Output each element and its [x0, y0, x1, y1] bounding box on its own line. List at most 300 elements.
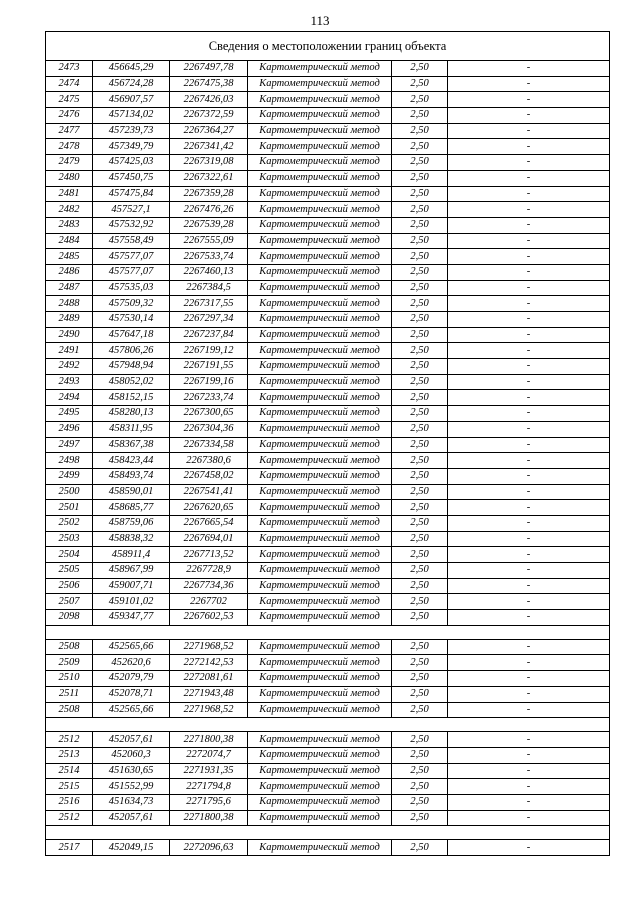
point-number-cell: 2504: [46, 547, 93, 563]
y-coordinate-cell: 2272142,53: [170, 655, 248, 671]
y-coordinate-cell: 2271968,52: [170, 702, 248, 718]
point-number-cell: 2510: [46, 671, 93, 687]
method-cell: Картометрический метод: [248, 563, 392, 579]
x-coordinate-cell: 457527,1: [93, 202, 170, 218]
y-coordinate-cell: 2272081,61: [170, 671, 248, 687]
method-cell: Картометрический метод: [248, 840, 392, 856]
description-cell: -: [448, 92, 610, 108]
method-cell: Картометрический метод: [248, 639, 392, 655]
description-cell: -: [448, 578, 610, 594]
method-cell: Картометрический метод: [248, 747, 392, 763]
x-coordinate-cell: 457134,02: [93, 108, 170, 124]
accuracy-cell: 2,50: [392, 139, 448, 155]
x-coordinate-cell: 458685,77: [93, 500, 170, 516]
accuracy-cell: 2,50: [392, 763, 448, 779]
accuracy-cell: 2,50: [392, 249, 448, 265]
table-row: [46, 312, 610, 328]
method-cell: Картометрический метод: [248, 655, 392, 671]
x-coordinate-cell: 458759,06: [93, 515, 170, 531]
accuracy-cell: 2,50: [392, 123, 448, 139]
table-row: [46, 327, 610, 343]
table-row: [46, 155, 610, 171]
y-coordinate-cell: 2267728,9: [170, 563, 248, 579]
point-number-cell: 2482: [46, 202, 93, 218]
x-coordinate-cell: 457530,14: [93, 312, 170, 328]
y-coordinate-cell: 2267237,84: [170, 327, 248, 343]
y-coordinate-cell: 2271794,8: [170, 779, 248, 795]
accuracy-cell: 2,50: [392, 531, 448, 547]
method-cell: Картометрический метод: [248, 421, 392, 437]
method-cell: Картометрический метод: [248, 217, 392, 233]
table-row: [46, 671, 610, 687]
accuracy-cell: 2,50: [392, 840, 448, 856]
x-coordinate-cell: 458423,44: [93, 453, 170, 469]
table-row: [46, 453, 610, 469]
x-coordinate-cell: 458493,74: [93, 468, 170, 484]
table-row: [46, 810, 610, 826]
description-cell: -: [448, 186, 610, 202]
table-row: [46, 108, 610, 124]
y-coordinate-cell: 2267665,54: [170, 515, 248, 531]
point-number-cell: 2497: [46, 437, 93, 453]
accuracy-cell: 2,50: [392, 578, 448, 594]
description-cell: -: [448, 671, 610, 687]
method-cell: Картометрический метод: [248, 453, 392, 469]
description-cell: -: [448, 170, 610, 186]
x-coordinate-cell: 451630,65: [93, 763, 170, 779]
x-coordinate-cell: 456724,28: [93, 76, 170, 92]
table-row: [46, 547, 610, 563]
description-cell: -: [448, 233, 610, 249]
table-row: [46, 531, 610, 547]
method-cell: Картометрический метод: [248, 374, 392, 390]
group-separator-row: [46, 826, 610, 840]
point-number-cell: 2492: [46, 359, 93, 375]
point-number-cell: 2491: [46, 343, 93, 359]
accuracy-cell: 2,50: [392, 437, 448, 453]
y-coordinate-cell: 2267620,65: [170, 500, 248, 516]
y-coordinate-cell: 2267199,16: [170, 374, 248, 390]
x-coordinate-cell: 452565,66: [93, 702, 170, 718]
y-coordinate-cell: 2267380,6: [170, 453, 248, 469]
accuracy-cell: 2,50: [392, 312, 448, 328]
table-row: [46, 217, 610, 233]
accuracy-cell: 2,50: [392, 374, 448, 390]
method-cell: Картометрический метод: [248, 296, 392, 312]
table-row: [46, 233, 610, 249]
description-cell: -: [448, 61, 610, 77]
description-cell: -: [448, 500, 610, 516]
method-cell: Картометрический метод: [248, 264, 392, 280]
y-coordinate-cell: 2267458,02: [170, 468, 248, 484]
point-number-cell: 2514: [46, 763, 93, 779]
point-number-cell: 2508: [46, 702, 93, 718]
accuracy-cell: 2,50: [392, 747, 448, 763]
description-cell: -: [448, 264, 610, 280]
point-number-cell: 2501: [46, 500, 93, 516]
description-cell: -: [448, 76, 610, 92]
y-coordinate-cell: 2267304,36: [170, 421, 248, 437]
point-number-cell: 2506: [46, 578, 93, 594]
accuracy-cell: 2,50: [392, 686, 448, 702]
y-coordinate-cell: 2272074,7: [170, 747, 248, 763]
table-row: [46, 390, 610, 406]
table-row: [46, 686, 610, 702]
method-cell: Картометрический метод: [248, 794, 392, 810]
x-coordinate-cell: 458967,99: [93, 563, 170, 579]
description-cell: -: [448, 406, 610, 422]
y-coordinate-cell: 2267233,74: [170, 390, 248, 406]
table-row: [46, 732, 610, 748]
method-cell: Картометрический метод: [248, 155, 392, 171]
y-coordinate-cell: 2272096,63: [170, 840, 248, 856]
accuracy-cell: 2,50: [392, 563, 448, 579]
point-number-cell: 2484: [46, 233, 93, 249]
table-row: [46, 61, 610, 77]
table-row: [46, 610, 610, 626]
table-row: [46, 578, 610, 594]
point-number-cell: 2509: [46, 655, 93, 671]
description-cell: -: [448, 686, 610, 702]
table-row: [46, 763, 610, 779]
accuracy-cell: 2,50: [392, 233, 448, 249]
accuracy-cell: 2,50: [392, 108, 448, 124]
x-coordinate-cell: 452057,61: [93, 810, 170, 826]
y-coordinate-cell: 2267555,09: [170, 233, 248, 249]
accuracy-cell: 2,50: [392, 264, 448, 280]
method-cell: Картометрический метод: [248, 61, 392, 77]
accuracy-cell: 2,50: [392, 76, 448, 92]
boundary-coordinates-table: [45, 31, 610, 856]
table-row: [46, 296, 610, 312]
table-row: [46, 92, 610, 108]
description-cell: -: [448, 296, 610, 312]
accuracy-cell: 2,50: [392, 484, 448, 500]
point-number-cell: 2478: [46, 139, 93, 155]
accuracy-cell: 2,50: [392, 610, 448, 626]
x-coordinate-cell: 451634,73: [93, 794, 170, 810]
y-coordinate-cell: 2271800,38: [170, 810, 248, 826]
x-coordinate-cell: 452565,66: [93, 639, 170, 655]
x-coordinate-cell: 457535,03: [93, 280, 170, 296]
point-number-cell: 2479: [46, 155, 93, 171]
point-number-cell: 2496: [46, 421, 93, 437]
method-cell: Картометрический метод: [248, 671, 392, 687]
y-coordinate-cell: 2267702: [170, 594, 248, 610]
point-number-cell: 2483: [46, 217, 93, 233]
x-coordinate-cell: 451552,99: [93, 779, 170, 795]
point-number-cell: 2513: [46, 747, 93, 763]
y-coordinate-cell: 2267426,03: [170, 92, 248, 108]
table-row: [46, 515, 610, 531]
accuracy-cell: 2,50: [392, 92, 448, 108]
point-number-cell: 2487: [46, 280, 93, 296]
method-cell: Картометрический метод: [248, 484, 392, 500]
accuracy-cell: 2,50: [392, 202, 448, 218]
table-row: [46, 437, 610, 453]
point-number-cell: 2477: [46, 123, 93, 139]
method-cell: Картометрический метод: [248, 578, 392, 594]
description-cell: -: [448, 155, 610, 171]
table-row: [46, 484, 610, 500]
y-coordinate-cell: 2267713,52: [170, 547, 248, 563]
description-cell: -: [448, 108, 610, 124]
y-coordinate-cell: 2267297,34: [170, 312, 248, 328]
table-row: [46, 639, 610, 655]
accuracy-cell: 2,50: [392, 280, 448, 296]
x-coordinate-cell: 452057,61: [93, 732, 170, 748]
point-number-cell: 2476: [46, 108, 93, 124]
point-number-cell: 2473: [46, 61, 93, 77]
method-cell: Картометрический метод: [248, 515, 392, 531]
point-number-cell: 2490: [46, 327, 93, 343]
separator-cell: [46, 826, 610, 840]
table-row: [46, 794, 610, 810]
table-row: [46, 170, 610, 186]
accuracy-cell: 2,50: [392, 779, 448, 795]
description-cell: -: [448, 123, 610, 139]
x-coordinate-cell: 457425,03: [93, 155, 170, 171]
table-row: [46, 186, 610, 202]
method-cell: Картометрический метод: [248, 390, 392, 406]
y-coordinate-cell: 2267602,53: [170, 610, 248, 626]
y-coordinate-cell: 2271968,52: [170, 639, 248, 655]
point-number-cell: 2495: [46, 406, 93, 422]
point-number-cell: 2486: [46, 264, 93, 280]
x-coordinate-cell: 457577,07: [93, 264, 170, 280]
point-number-cell: 2489: [46, 312, 93, 328]
table-row: [46, 747, 610, 763]
x-coordinate-cell: 457948,94: [93, 359, 170, 375]
method-cell: Картометрический метод: [248, 280, 392, 296]
table-row: [46, 406, 610, 422]
accuracy-cell: 2,50: [392, 390, 448, 406]
table-body: [46, 61, 610, 856]
description-cell: -: [448, 794, 610, 810]
method-cell: Картометрический метод: [248, 92, 392, 108]
description-cell: -: [448, 610, 610, 626]
y-coordinate-cell: 2267539,28: [170, 217, 248, 233]
description-cell: -: [448, 655, 610, 671]
y-coordinate-cell: 2267541,41: [170, 484, 248, 500]
method-cell: Картометрический метод: [248, 810, 392, 826]
y-coordinate-cell: 2271800,38: [170, 732, 248, 748]
method-cell: Картометрический метод: [248, 170, 392, 186]
description-cell: -: [448, 702, 610, 718]
description-cell: -: [448, 453, 610, 469]
point-number-cell: 2488: [46, 296, 93, 312]
description-cell: -: [448, 374, 610, 390]
accuracy-cell: 2,50: [392, 170, 448, 186]
x-coordinate-cell: 458838,32: [93, 531, 170, 547]
method-cell: Картометрический метод: [248, 779, 392, 795]
method-cell: Картометрический метод: [248, 531, 392, 547]
accuracy-cell: 2,50: [392, 515, 448, 531]
description-cell: -: [448, 484, 610, 500]
y-coordinate-cell: 2267372,59: [170, 108, 248, 124]
method-cell: Картометрический метод: [248, 763, 392, 779]
y-coordinate-cell: 2267319,08: [170, 155, 248, 171]
description-cell: -: [448, 343, 610, 359]
x-coordinate-cell: 457450,75: [93, 170, 170, 186]
method-cell: Картометрический метод: [248, 186, 392, 202]
x-coordinate-cell: 459101,02: [93, 594, 170, 610]
method-cell: Картометрический метод: [248, 702, 392, 718]
table-row: [46, 343, 610, 359]
accuracy-cell: 2,50: [392, 794, 448, 810]
description-cell: -: [448, 594, 610, 610]
table-row: [46, 359, 610, 375]
point-number-cell: 2480: [46, 170, 93, 186]
accuracy-cell: 2,50: [392, 468, 448, 484]
y-coordinate-cell: 2267359,28: [170, 186, 248, 202]
description-cell: -: [448, 249, 610, 265]
x-coordinate-cell: 457509,32: [93, 296, 170, 312]
description-cell: -: [448, 217, 610, 233]
x-coordinate-cell: 458152,15: [93, 390, 170, 406]
y-coordinate-cell: 2267191,55: [170, 359, 248, 375]
accuracy-cell: 2,50: [392, 217, 448, 233]
x-coordinate-cell: 452079,79: [93, 671, 170, 687]
table-row: [46, 280, 610, 296]
table-row: [46, 840, 610, 856]
method-cell: Картометрический метод: [248, 76, 392, 92]
description-cell: -: [448, 515, 610, 531]
x-coordinate-cell: 457349,79: [93, 139, 170, 155]
separator-cell: [46, 718, 610, 732]
point-number-cell: 2474: [46, 76, 93, 92]
accuracy-cell: 2,50: [392, 732, 448, 748]
x-coordinate-cell: 458590,01: [93, 484, 170, 500]
description-cell: -: [448, 139, 610, 155]
x-coordinate-cell: 457475,84: [93, 186, 170, 202]
table-row: [46, 374, 610, 390]
x-coordinate-cell: 458052,02: [93, 374, 170, 390]
method-cell: Картометрический метод: [248, 732, 392, 748]
description-cell: -: [448, 747, 610, 763]
method-cell: Картометрический метод: [248, 594, 392, 610]
point-number-cell: 2505: [46, 563, 93, 579]
table-row: [46, 264, 610, 280]
table-row: [46, 421, 610, 437]
y-coordinate-cell: 2267734,36: [170, 578, 248, 594]
y-coordinate-cell: 2267334,58: [170, 437, 248, 453]
description-cell: -: [448, 547, 610, 563]
table-row: [46, 249, 610, 265]
description-cell: -: [448, 732, 610, 748]
point-number-cell: 2508: [46, 639, 93, 655]
description-cell: -: [448, 280, 610, 296]
x-coordinate-cell: 456645,29: [93, 61, 170, 77]
y-coordinate-cell: 2271931,35: [170, 763, 248, 779]
description-cell: -: [448, 810, 610, 826]
table-row: [46, 702, 610, 718]
point-number-cell: 2503: [46, 531, 93, 547]
accuracy-cell: 2,50: [392, 453, 448, 469]
accuracy-cell: 2,50: [392, 671, 448, 687]
method-cell: Картометрический метод: [248, 500, 392, 516]
method-cell: Картометрический метод: [248, 123, 392, 139]
y-coordinate-cell: 2267497,78: [170, 61, 248, 77]
y-coordinate-cell: 2267341,42: [170, 139, 248, 155]
y-coordinate-cell: 2271795,6: [170, 794, 248, 810]
point-number-cell: 2512: [46, 810, 93, 826]
point-number-cell: 2502: [46, 515, 93, 531]
x-coordinate-cell: 457806,26: [93, 343, 170, 359]
description-cell: -: [448, 390, 610, 406]
accuracy-cell: 2,50: [392, 61, 448, 77]
accuracy-cell: 2,50: [392, 327, 448, 343]
table-row: [46, 139, 610, 155]
x-coordinate-cell: 457647,18: [93, 327, 170, 343]
point-number-cell: 2517: [46, 840, 93, 856]
method-cell: Картометрический метод: [248, 437, 392, 453]
y-coordinate-cell: 2267694,01: [170, 531, 248, 547]
method-cell: Картометрический метод: [248, 406, 392, 422]
point-number-cell: 2498: [46, 453, 93, 469]
accuracy-cell: 2,50: [392, 810, 448, 826]
accuracy-cell: 2,50: [392, 186, 448, 202]
x-coordinate-cell: 457532,92: [93, 217, 170, 233]
y-coordinate-cell: 2267364,27: [170, 123, 248, 139]
x-coordinate-cell: 457239,73: [93, 123, 170, 139]
description-cell: -: [448, 421, 610, 437]
y-coordinate-cell: 2267476,26: [170, 202, 248, 218]
description-cell: -: [448, 437, 610, 453]
point-number-cell: 2516: [46, 794, 93, 810]
description-cell: -: [448, 202, 610, 218]
table-row: [46, 500, 610, 516]
x-coordinate-cell: 452078,71: [93, 686, 170, 702]
x-coordinate-cell: 458280,13: [93, 406, 170, 422]
point-number-cell: 2494: [46, 390, 93, 406]
point-number-cell: 2511: [46, 686, 93, 702]
method-cell: Картометрический метод: [248, 139, 392, 155]
point-number-cell: 2493: [46, 374, 93, 390]
method-cell: Картометрический метод: [248, 249, 392, 265]
accuracy-cell: 2,50: [392, 655, 448, 671]
x-coordinate-cell: 457577,07: [93, 249, 170, 265]
point-number-cell: 2485: [46, 249, 93, 265]
x-coordinate-cell: 457558,49: [93, 233, 170, 249]
table-row: [46, 563, 610, 579]
x-coordinate-cell: 452060,3: [93, 747, 170, 763]
x-coordinate-cell: 458911,4: [93, 547, 170, 563]
table-row: [46, 779, 610, 795]
y-coordinate-cell: 2267199,12: [170, 343, 248, 359]
x-coordinate-cell: 452049,15: [93, 840, 170, 856]
description-cell: -: [448, 840, 610, 856]
x-coordinate-cell: 459007,71: [93, 578, 170, 594]
point-number-cell: 2098: [46, 610, 93, 626]
accuracy-cell: 2,50: [392, 421, 448, 437]
table-row: [46, 76, 610, 92]
y-coordinate-cell: 2267460,13: [170, 264, 248, 280]
point-number-cell: 2515: [46, 779, 93, 795]
point-number-cell: 2507: [46, 594, 93, 610]
table-title: Сведения о местоположении границ объекта: [46, 32, 610, 61]
description-cell: -: [448, 563, 610, 579]
method-cell: Картометрический метод: [248, 108, 392, 124]
description-cell: -: [448, 468, 610, 484]
method-cell: Картометрический метод: [248, 343, 392, 359]
x-coordinate-cell: 456907,57: [93, 92, 170, 108]
method-cell: Картометрический метод: [248, 610, 392, 626]
x-coordinate-cell: 458367,38: [93, 437, 170, 453]
accuracy-cell: 2,50: [392, 639, 448, 655]
table-row: [46, 202, 610, 218]
description-cell: -: [448, 779, 610, 795]
